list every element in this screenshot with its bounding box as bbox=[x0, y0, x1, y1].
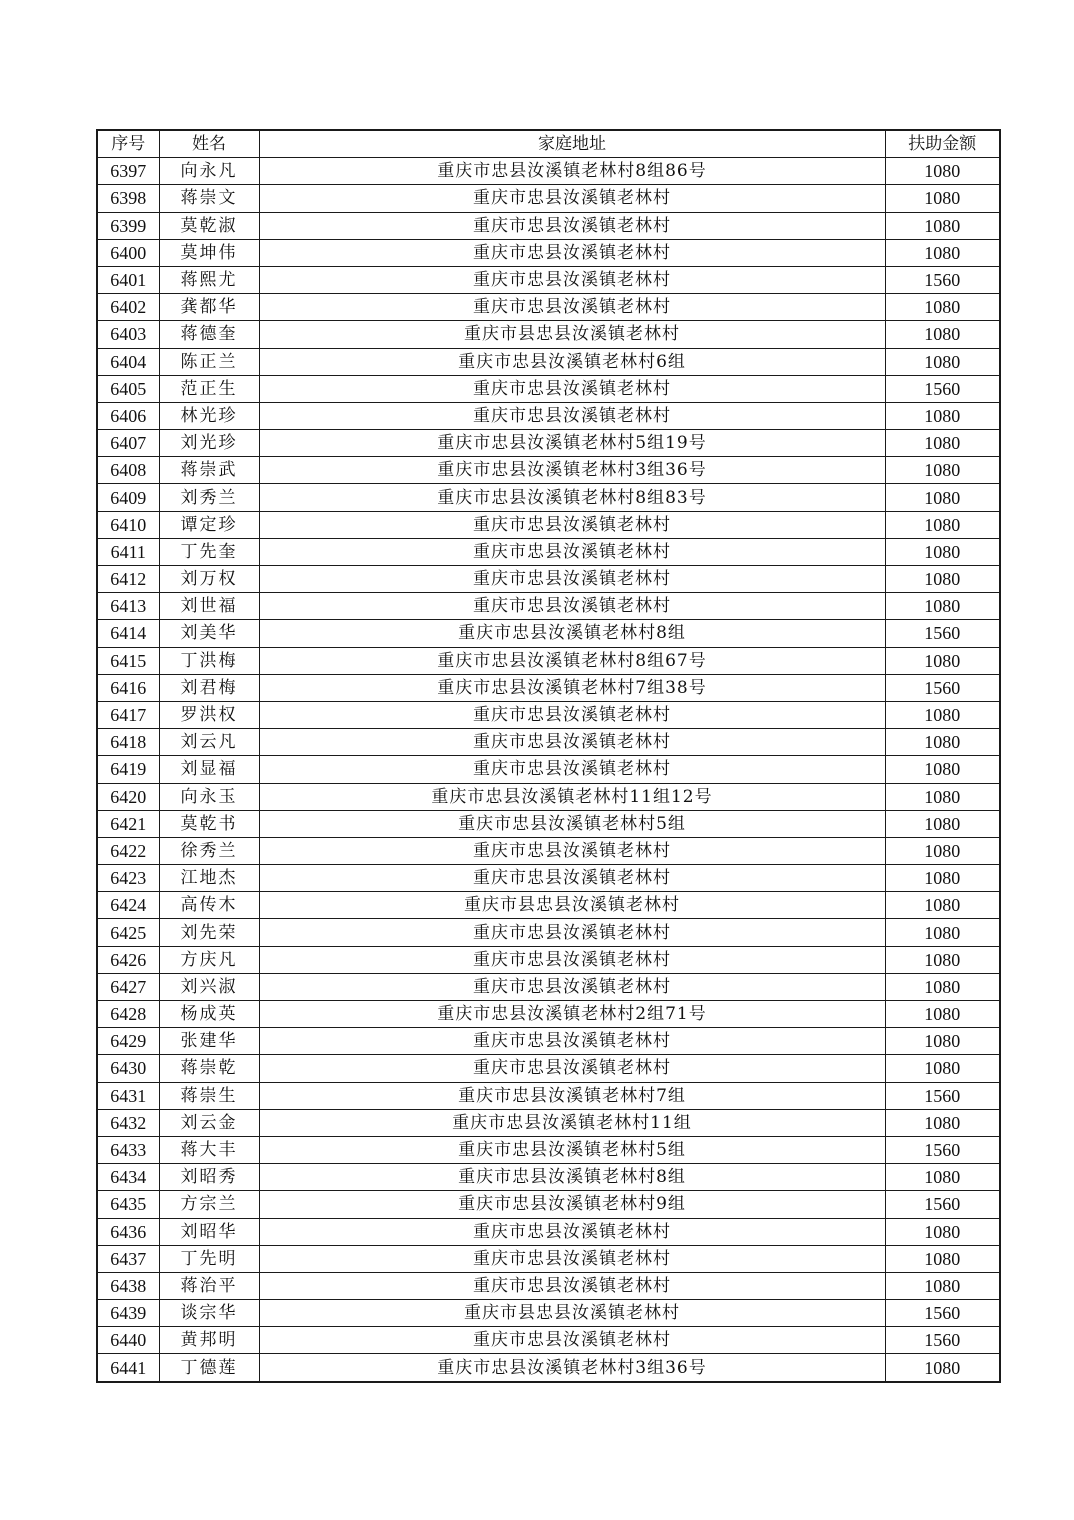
table-row bbox=[97, 837, 1000, 864]
assistance-amount-cell: 1080 bbox=[885, 457, 1000, 484]
table-row bbox=[97, 1055, 1000, 1082]
table-row bbox=[97, 266, 1000, 293]
assistance-amount-cell: 1080 bbox=[885, 1001, 1000, 1028]
person-name-cell: 刘君梅 bbox=[159, 674, 259, 701]
assistance-amount-cell: 1560 bbox=[885, 674, 1000, 701]
home-address-cell: 重庆市县忠县汝溪镇老林村 bbox=[259, 892, 885, 919]
assistance-amount-cell: 1080 bbox=[885, 1055, 1000, 1082]
serial-number-cell: 6412 bbox=[97, 566, 159, 593]
serial-number-cell: 6416 bbox=[97, 674, 159, 701]
serial-number-cell: 6433 bbox=[97, 1136, 159, 1163]
person-name-cell: 蒋崇乾 bbox=[159, 1055, 259, 1082]
person-name-cell: 蒋崇武 bbox=[159, 457, 259, 484]
serial-number-cell: 6402 bbox=[97, 294, 159, 321]
assistance-amount-cell: 1080 bbox=[885, 402, 1000, 429]
table-header-row bbox=[97, 130, 1000, 158]
home-address-cell: 重庆市忠县汝溪镇老林村8组 bbox=[259, 620, 885, 647]
serial-number-cell: 6420 bbox=[97, 783, 159, 810]
person-name-cell: 莫乾淑 bbox=[159, 212, 259, 239]
table-row bbox=[97, 1327, 1000, 1354]
person-name-cell: 刘显福 bbox=[159, 756, 259, 783]
person-name-cell: 陈正兰 bbox=[159, 348, 259, 375]
person-name-cell: 刘光珍 bbox=[159, 430, 259, 457]
table-row bbox=[97, 1082, 1000, 1109]
serial-number-cell: 6440 bbox=[97, 1327, 159, 1354]
table-row bbox=[97, 1272, 1000, 1299]
person-name-cell: 蒋崇生 bbox=[159, 1082, 259, 1109]
home-address-cell: 重庆市忠县汝溪镇老林村9组 bbox=[259, 1191, 885, 1218]
serial-number-cell: 6429 bbox=[97, 1028, 159, 1055]
home-address-cell: 重庆市忠县汝溪镇老林村 bbox=[259, 511, 885, 538]
person-name-cell: 刘万权 bbox=[159, 566, 259, 593]
header-serial-number: 序号 bbox=[97, 130, 159, 158]
table-row bbox=[97, 946, 1000, 973]
assistance-amount-cell: 1080 bbox=[885, 1028, 1000, 1055]
assistance-roster-table bbox=[96, 129, 1001, 1383]
table-row bbox=[97, 348, 1000, 375]
serial-number-cell: 6400 bbox=[97, 239, 159, 266]
assistance-amount-cell: 1560 bbox=[885, 620, 1000, 647]
person-name-cell: 丁德莲 bbox=[159, 1354, 259, 1382]
assistance-amount-cell: 1080 bbox=[885, 946, 1000, 973]
person-name-cell: 蒋熙尤 bbox=[159, 266, 259, 293]
table-row bbox=[97, 1136, 1000, 1163]
home-address-cell: 重庆市忠县汝溪镇老林村 bbox=[259, 1055, 885, 1082]
home-address-cell: 重庆市忠县汝溪镇老林村11组12号 bbox=[259, 783, 885, 810]
home-address-cell: 重庆市忠县汝溪镇老林村8组86号 bbox=[259, 158, 885, 185]
assistance-amount-cell: 1080 bbox=[885, 348, 1000, 375]
header-home-address: 家庭地址 bbox=[259, 130, 885, 158]
table-row bbox=[97, 729, 1000, 756]
home-address-cell: 重庆市忠县汝溪镇老林村6组 bbox=[259, 348, 885, 375]
assistance-amount-cell: 1080 bbox=[885, 212, 1000, 239]
assistance-amount-cell: 1080 bbox=[885, 729, 1000, 756]
person-name-cell: 方庆凡 bbox=[159, 946, 259, 973]
person-name-cell: 刘昭秀 bbox=[159, 1164, 259, 1191]
assistance-amount-cell: 1560 bbox=[885, 1300, 1000, 1327]
home-address-cell: 重庆市忠县汝溪镇老林村 bbox=[259, 701, 885, 728]
serial-number-cell: 6439 bbox=[97, 1300, 159, 1327]
home-address-cell: 重庆市忠县汝溪镇老林村7组 bbox=[259, 1082, 885, 1109]
serial-number-cell: 6423 bbox=[97, 865, 159, 892]
person-name-cell: 刘世福 bbox=[159, 593, 259, 620]
serial-number-cell: 6404 bbox=[97, 348, 159, 375]
serial-number-cell: 6403 bbox=[97, 321, 159, 348]
assistance-amount-cell: 1560 bbox=[885, 266, 1000, 293]
serial-number-cell: 6438 bbox=[97, 1272, 159, 1299]
serial-number-cell: 6414 bbox=[97, 620, 159, 647]
home-address-cell: 重庆市忠县汝溪镇老林村 bbox=[259, 756, 885, 783]
table-row bbox=[97, 1354, 1000, 1382]
home-address-cell: 重庆市忠县汝溪镇老林村3组36号 bbox=[259, 457, 885, 484]
table-row bbox=[97, 892, 1000, 919]
person-name-cell: 江地杰 bbox=[159, 865, 259, 892]
serial-number-cell: 6411 bbox=[97, 538, 159, 565]
serial-number-cell: 6398 bbox=[97, 185, 159, 212]
person-name-cell: 高传木 bbox=[159, 892, 259, 919]
assistance-amount-cell: 1560 bbox=[885, 1082, 1000, 1109]
serial-number-cell: 6415 bbox=[97, 647, 159, 674]
assistance-amount-cell: 1560 bbox=[885, 375, 1000, 402]
serial-number-cell: 6437 bbox=[97, 1245, 159, 1272]
person-name-cell: 刘云凡 bbox=[159, 729, 259, 756]
table-row bbox=[97, 919, 1000, 946]
assistance-amount-cell: 1080 bbox=[885, 511, 1000, 538]
home-address-cell: 重庆市忠县汝溪镇老林村5组 bbox=[259, 810, 885, 837]
assistance-amount-cell: 1080 bbox=[885, 647, 1000, 674]
home-address-cell: 重庆市忠县汝溪镇老林村 bbox=[259, 865, 885, 892]
assistance-amount-cell: 1080 bbox=[885, 1354, 1000, 1382]
assistance-amount-cell: 1080 bbox=[885, 321, 1000, 348]
person-name-cell: 刘先荣 bbox=[159, 919, 259, 946]
home-address-cell: 重庆市忠县汝溪镇老林村 bbox=[259, 837, 885, 864]
serial-number-cell: 6426 bbox=[97, 946, 159, 973]
assistance-amount-cell: 1080 bbox=[885, 538, 1000, 565]
serial-number-cell: 6422 bbox=[97, 837, 159, 864]
table-row bbox=[97, 674, 1000, 701]
home-address-cell: 重庆市县忠县汝溪镇老林村 bbox=[259, 321, 885, 348]
home-address-cell: 重庆市忠县汝溪镇老林村 bbox=[259, 402, 885, 429]
home-address-cell: 重庆市忠县汝溪镇老林村7组38号 bbox=[259, 674, 885, 701]
table-row bbox=[97, 620, 1000, 647]
person-name-cell: 刘昭华 bbox=[159, 1218, 259, 1245]
serial-number-cell: 6436 bbox=[97, 1218, 159, 1245]
table-row bbox=[97, 185, 1000, 212]
table-row bbox=[97, 212, 1000, 239]
person-name-cell: 罗洪权 bbox=[159, 701, 259, 728]
home-address-cell: 重庆市忠县汝溪镇老林村11组 bbox=[259, 1109, 885, 1136]
serial-number-cell: 6413 bbox=[97, 593, 159, 620]
person-name-cell: 蒋德奎 bbox=[159, 321, 259, 348]
serial-number-cell: 6434 bbox=[97, 1164, 159, 1191]
assistance-amount-cell: 1080 bbox=[885, 973, 1000, 1000]
table-row bbox=[97, 294, 1000, 321]
assistance-amount-cell: 1080 bbox=[885, 783, 1000, 810]
table-row bbox=[97, 375, 1000, 402]
table-row bbox=[97, 1109, 1000, 1136]
table-row bbox=[97, 1218, 1000, 1245]
assistance-amount-cell: 1080 bbox=[885, 1109, 1000, 1136]
serial-number-cell: 6435 bbox=[97, 1191, 159, 1218]
serial-number-cell: 6417 bbox=[97, 701, 159, 728]
assistance-amount-cell: 1080 bbox=[885, 158, 1000, 185]
table-row bbox=[97, 430, 1000, 457]
person-name-cell: 谈宗华 bbox=[159, 1300, 259, 1327]
assistance-amount-cell: 1080 bbox=[885, 1164, 1000, 1191]
person-name-cell: 向永凡 bbox=[159, 158, 259, 185]
home-address-cell: 重庆市忠县汝溪镇老林村 bbox=[259, 212, 885, 239]
serial-number-cell: 6401 bbox=[97, 266, 159, 293]
assistance-amount-cell: 1080 bbox=[885, 430, 1000, 457]
person-name-cell: 蒋治平 bbox=[159, 1272, 259, 1299]
person-name-cell: 丁洪梅 bbox=[159, 647, 259, 674]
serial-number-cell: 6431 bbox=[97, 1082, 159, 1109]
person-name-cell: 莫乾书 bbox=[159, 810, 259, 837]
person-name-cell: 龚都华 bbox=[159, 294, 259, 321]
person-name-cell: 刘美华 bbox=[159, 620, 259, 647]
home-address-cell: 重庆市忠县汝溪镇老林村 bbox=[259, 919, 885, 946]
assistance-amount-cell: 1080 bbox=[885, 756, 1000, 783]
assistance-amount-cell: 1080 bbox=[885, 919, 1000, 946]
assistance-amount-cell: 1080 bbox=[885, 239, 1000, 266]
home-address-cell: 重庆市忠县汝溪镇老林村 bbox=[259, 566, 885, 593]
assistance-amount-cell: 1080 bbox=[885, 865, 1000, 892]
home-address-cell: 重庆市忠县汝溪镇老林村 bbox=[259, 946, 885, 973]
serial-number-cell: 6425 bbox=[97, 919, 159, 946]
home-address-cell: 重庆市忠县汝溪镇老林村 bbox=[259, 1218, 885, 1245]
serial-number-cell: 6399 bbox=[97, 212, 159, 239]
person-name-cell: 黄邦明 bbox=[159, 1327, 259, 1354]
assistance-amount-cell: 1080 bbox=[885, 892, 1000, 919]
serial-number-cell: 6407 bbox=[97, 430, 159, 457]
home-address-cell: 重庆市忠县汝溪镇老林村 bbox=[259, 1327, 885, 1354]
assistance-amount-cell: 1560 bbox=[885, 1136, 1000, 1163]
serial-number-cell: 6430 bbox=[97, 1055, 159, 1082]
table-row bbox=[97, 1001, 1000, 1028]
home-address-cell: 重庆市忠县汝溪镇老林村 bbox=[259, 1028, 885, 1055]
serial-number-cell: 6427 bbox=[97, 973, 159, 1000]
home-address-cell: 重庆市忠县汝溪镇老林村 bbox=[259, 266, 885, 293]
serial-number-cell: 6428 bbox=[97, 1001, 159, 1028]
assistance-amount-cell: 1560 bbox=[885, 1327, 1000, 1354]
home-address-cell: 重庆市忠县汝溪镇老林村 bbox=[259, 375, 885, 402]
serial-number-cell: 6405 bbox=[97, 375, 159, 402]
person-name-cell: 范正生 bbox=[159, 375, 259, 402]
table-row bbox=[97, 457, 1000, 484]
table-row bbox=[97, 1245, 1000, 1272]
serial-number-cell: 6424 bbox=[97, 892, 159, 919]
person-name-cell: 杨成英 bbox=[159, 1001, 259, 1028]
home-address-cell: 重庆市忠县汝溪镇老林村8组 bbox=[259, 1164, 885, 1191]
home-address-cell: 重庆市忠县汝溪镇老林村 bbox=[259, 1245, 885, 1272]
assistance-amount-cell: 1080 bbox=[885, 566, 1000, 593]
table-body bbox=[97, 158, 1000, 1382]
table-row bbox=[97, 783, 1000, 810]
assistance-amount-cell: 1080 bbox=[885, 1272, 1000, 1299]
table-row bbox=[97, 538, 1000, 565]
home-address-cell: 重庆市忠县汝溪镇老林村2组71号 bbox=[259, 1001, 885, 1028]
assistance-amount-cell: 1080 bbox=[885, 1245, 1000, 1272]
header-name: 姓名 bbox=[159, 130, 259, 158]
serial-number-cell: 6406 bbox=[97, 402, 159, 429]
assistance-amount-cell: 1080 bbox=[885, 701, 1000, 728]
home-address-cell: 重庆市忠县汝溪镇老林村 bbox=[259, 593, 885, 620]
serial-number-cell: 6418 bbox=[97, 729, 159, 756]
table-row bbox=[97, 1191, 1000, 1218]
table-row bbox=[97, 239, 1000, 266]
home-address-cell: 重庆市县忠县汝溪镇老林村 bbox=[259, 1300, 885, 1327]
table-row bbox=[97, 1028, 1000, 1055]
person-name-cell: 刘秀兰 bbox=[159, 484, 259, 511]
serial-number-cell: 6409 bbox=[97, 484, 159, 511]
person-name-cell: 丁先奎 bbox=[159, 538, 259, 565]
person-name-cell: 莫坤伟 bbox=[159, 239, 259, 266]
table-row bbox=[97, 566, 1000, 593]
assistance-amount-cell: 1080 bbox=[885, 294, 1000, 321]
assistance-amount-cell: 1080 bbox=[885, 810, 1000, 837]
person-name-cell: 徐秀兰 bbox=[159, 837, 259, 864]
home-address-cell: 重庆市忠县汝溪镇老林村8组83号 bbox=[259, 484, 885, 511]
home-address-cell: 重庆市忠县汝溪镇老林村 bbox=[259, 538, 885, 565]
table-row bbox=[97, 321, 1000, 348]
table-row bbox=[97, 865, 1000, 892]
assistance-amount-cell: 1080 bbox=[885, 1218, 1000, 1245]
serial-number-cell: 6397 bbox=[97, 158, 159, 185]
table-row bbox=[97, 701, 1000, 728]
person-name-cell: 丁先明 bbox=[159, 1245, 259, 1272]
person-name-cell: 林光珍 bbox=[159, 402, 259, 429]
person-name-cell: 向永玉 bbox=[159, 783, 259, 810]
table-row bbox=[97, 593, 1000, 620]
serial-number-cell: 6410 bbox=[97, 511, 159, 538]
person-name-cell: 谭定珍 bbox=[159, 511, 259, 538]
serial-number-cell: 6421 bbox=[97, 810, 159, 837]
person-name-cell: 蒋崇文 bbox=[159, 185, 259, 212]
table-row bbox=[97, 756, 1000, 783]
table-row bbox=[97, 810, 1000, 837]
table-row bbox=[97, 511, 1000, 538]
home-address-cell: 重庆市忠县汝溪镇老林村 bbox=[259, 729, 885, 756]
table-row bbox=[97, 158, 1000, 185]
person-name-cell: 方宗兰 bbox=[159, 1191, 259, 1218]
serial-number-cell: 6408 bbox=[97, 457, 159, 484]
home-address-cell: 重庆市忠县汝溪镇老林村 bbox=[259, 185, 885, 212]
assistance-amount-cell: 1560 bbox=[885, 1191, 1000, 1218]
table-row bbox=[97, 484, 1000, 511]
home-address-cell: 重庆市忠县汝溪镇老林村8组67号 bbox=[259, 647, 885, 674]
home-address-cell: 重庆市忠县汝溪镇老林村3组36号 bbox=[259, 1354, 885, 1382]
table-row bbox=[97, 1164, 1000, 1191]
person-name-cell: 刘兴淑 bbox=[159, 973, 259, 1000]
person-name-cell: 刘云金 bbox=[159, 1109, 259, 1136]
table-row bbox=[97, 1300, 1000, 1327]
home-address-cell: 重庆市忠县汝溪镇老林村5组19号 bbox=[259, 430, 885, 457]
assistance-amount-cell: 1080 bbox=[885, 593, 1000, 620]
assistance-amount-cell: 1080 bbox=[885, 185, 1000, 212]
home-address-cell: 重庆市忠县汝溪镇老林村 bbox=[259, 239, 885, 266]
table-row bbox=[97, 973, 1000, 1000]
person-name-cell: 张建华 bbox=[159, 1028, 259, 1055]
home-address-cell: 重庆市忠县汝溪镇老林村5组 bbox=[259, 1136, 885, 1163]
person-name-cell: 蒋大丰 bbox=[159, 1136, 259, 1163]
home-address-cell: 重庆市忠县汝溪镇老林村 bbox=[259, 294, 885, 321]
serial-number-cell: 6432 bbox=[97, 1109, 159, 1136]
header-assistance-amount: 扶助金额 bbox=[885, 130, 1000, 158]
assistance-amount-cell: 1080 bbox=[885, 837, 1000, 864]
table-row bbox=[97, 402, 1000, 429]
table-row bbox=[97, 647, 1000, 674]
assistance-amount-cell: 1080 bbox=[885, 484, 1000, 511]
home-address-cell: 重庆市忠县汝溪镇老林村 bbox=[259, 973, 885, 1000]
serial-number-cell: 6419 bbox=[97, 756, 159, 783]
serial-number-cell: 6441 bbox=[97, 1354, 159, 1382]
home-address-cell: 重庆市忠县汝溪镇老林村 bbox=[259, 1272, 885, 1299]
